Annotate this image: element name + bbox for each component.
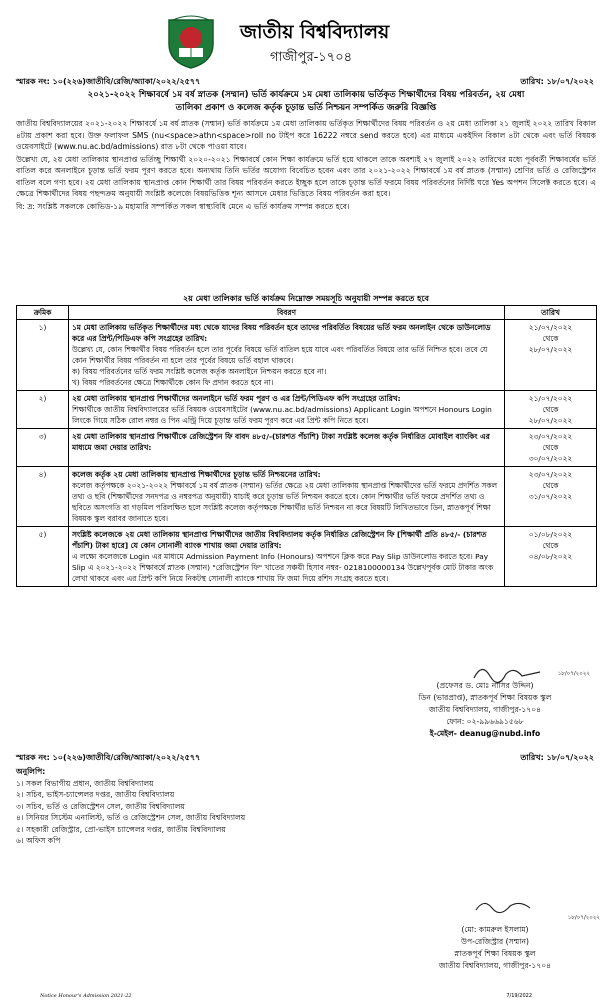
copy-memo-date: তারিখ: ১৮/০৭/২০২২ <box>520 753 594 762</box>
body-paragraph-2: উল্লেখ্য যে, ২য় মেধা তালিকায় স্থানপ্রাপ্ত ভর্তিচ্ছু শিক্ষার্থী ২০২০-২০২১ শিক্ষাবর্ষে কোন শিক্ষা কার্যক্রমে ভর্তি হয়ে থাকলে তাকে অবশ্যই ২৭ জুলাই ২০২২ তারিখের মধ্যে পূর্ববর্তী শিক্ষাবর্ষের ভর্তি বাতিল করে অনলাইনে চূড়ান্ত ভর্তি ফরম পূরণ করতে হবে। অন্যথায় তিনি ভর্তির অযোগ্য বিবেচিত হবেন এবং তার ২০২১-২০২২ শিক্ষাবর্ষে ১ম বর্ষ স্নাতক (সম্মান) শ্রেণির ভর্তি ও রেজিস্ট্রেশন বাতিল বলে গণ্য হবে। ২য় মেধা তালিকায় স্থানপ্রাপ্ত কোন শিক্ষার্থী তার বিষয় পরিবর্তন করতে ইচ্ছুক হলে তাকে চূড়ান্ত ভর্তি ফরমে বিষয় পরিবর্তনের নির্দিষ্ট ঘরে Yes অপশন সিলেক্ট করতে হবে। এ ক্ষেত্রে শিক্ষার্থীদের বিষয় পছন্দক্রম অনুযায়ী সংশ্লিষ্ট কলেজে বিষয়ভিত্তিক শূন্য আসনে মেধার ভিত্তিতে বিষয় পরিবর্তন করা হবে। <box>16 154 596 198</box>
date-separator: থেকে <box>542 481 559 490</box>
subject-line-1: ২০২১-২০২২ শিক্ষাবর্ষে ১ম বর্ষ স্নাতক (সম্মান) ভর্তি কার্যক্রমে ১ম মেধা তালিকায় ভর্তিকৃত শিক্ষার্থীদের বিষয় পরিবর্তন, ২য় মেধা <box>87 90 525 100</box>
copy-memo-number: স্মারক নং: ১০(২২৬)জাতীবি/রেজি/অ্যাকা/২০২২/২৫৭৭ <box>16 753 201 762</box>
list-item: ৬। অফিস কপি <box>16 836 61 845</box>
header-description: বিবরণ <box>69 306 505 320</box>
date-separator: থেকে <box>542 334 559 343</box>
signatory-org: জাতীয় বিশ্ববিদ্যালয়, গাজীপুর-১৭০৪ <box>428 705 542 714</box>
row-line: এ লক্ষ্যে কলেজকে Login এর মাধ্যমে Admission Payment Info (Honours) অপশনে ক্লিক করে Pay Slip ডাউনলোড করতে হবে। Pay Slip এ ২০২১-২০২২ শিক্ষাবর্ষে স্নাতক (সম্মান) "রেজিস্ট্রেশন ফি" খাতের সঞ্চয়ী হিসাব নম্বর- 0218100000134 উল্লেখপূর্বক মোট টাকার অংক লেখা থাকবে এবং এর প্রিন্ট কপি নিয়ে নিকটস্থ সোনালী ব্যাংকে শাখায় ফি জমা দিয়ে রশিদ সংগ্রহ করতে হবে। <box>72 552 494 583</box>
header-date: তারিখ <box>505 306 597 320</box>
date-from: ২৩/০৭/২০২২ <box>528 470 573 479</box>
signatory-office: স্নাতকপূর্ব শিক্ষা বিষয়ক স্কুল <box>454 949 536 958</box>
signatory-org: জাতীয় বিশ্ববিদ্যালয়, গাজীপুর-১৭০৪ <box>438 961 552 970</box>
table-row <box>17 391 597 429</box>
table-header-row <box>17 306 597 320</box>
list-item: ১। সকল বিভাগীয় প্রধান, জাতীয় বিশ্ববিদ্যালয় <box>16 778 154 788</box>
date-separator: থেকে <box>542 443 559 452</box>
row-description <box>69 467 505 527</box>
body-paragraph-1 <box>16 118 596 153</box>
signature-date: ১৮/০৭/২০২২ <box>557 671 590 677</box>
university-name: জাতীয় বিশ্ববিদ্যালয় <box>240 21 390 43</box>
signatory-name: (মো: কামরুল ইসলাম) <box>461 925 529 934</box>
row-date <box>505 527 597 587</box>
row-date <box>505 429 597 467</box>
schedule-table <box>16 305 597 587</box>
body-paragraph-3: বি: দ্র: সংশ্লিষ্ট সকলকে কোভিড-১৯ মহামারি সম্পর্কিত সকল স্বাস্থ্যবিধি মেনে এ ভর্তি কার্যক্রম সম্পন্ন করতে হবে। <box>16 201 350 211</box>
signatory-email: ই-মেইল- deanug@nubd.info <box>429 729 541 738</box>
signatory-designation: উপ-রেজিস্ট্রার (সম্মান) <box>461 937 529 946</box>
signatory-designation: ডিন (ভারপ্রাপ্ত), স্নাতকপূর্ব শিক্ষা বিষয়ক স্কুল <box>418 693 552 702</box>
row-description <box>69 429 505 467</box>
row-date <box>505 391 597 429</box>
row-line: সংশ্লিষ্ট কলেজকে ২য় মেধা তালিকায় স্থানপ্রাপ্ত শিক্ষার্থীদের জাতীয় বিশ্ববিদ্যালয় কর্তৃক নির্ধারিত রেজিস্ট্রেশন ফি [শিক্ষার্থী প্রতি ৪৮৫/- (চারশত পঁচাশি) টাকা হারে] যে কোন সোনালী ব্যাংক শাখায় জমা দেয়ার তারিখ: <box>72 530 487 550</box>
date-separator: থেকে <box>542 541 559 550</box>
date-from: ০১/০৮/২০২২ <box>528 530 573 539</box>
row-description <box>69 527 505 587</box>
signature-date: ১৮/০৭/২০২২ <box>567 915 600 921</box>
row-line: শিক্ষার্থীকে জাতীয় বিশ্ববিদ্যালয়ের ভর্তি বিষয়ক ওয়েবসাইটের (www.nu.ac.bd/admissions) Applicant Login অপশনে Honours Login লিংকে গিয়ে সঠিক রোল নম্বর ও পিন এন্ট্রি দিয়ে চূড়ান্ত ভর্তি ফরম পূরণ করে এর প্রিন্ট কপি নিতে হবে। <box>72 405 492 425</box>
row-line: ক) বিষয় পরিবর্তনের ভর্তি ফরম সংশ্লিষ্ট কলেজ কর্তৃক অনলাইনে নিশ্চয়ন করতে হবে না। <box>72 367 327 376</box>
footer-filename: Notice Honour's Admission 2021-22 <box>40 993 132 999</box>
row-line: ১ম মেধা তালিকায় ভর্তিকৃত শিক্ষার্থীদের মধ্য থেকে যাদের বিষয় পরিবর্তন হবে তাদের পরিবর্তিত বিষয়ের ভর্তি ফরম অনলাইন থেকে ডাউনলোড করে এর প্রিন্ট/পিডিএফ কপি সংগ্রহের তারিখ: <box>72 323 491 343</box>
row-description <box>69 391 505 429</box>
date-from: ২৩/০৭/২০২২ <box>528 432 573 441</box>
row-date <box>505 320 597 391</box>
table-row <box>17 320 597 391</box>
notice-body <box>16 118 596 213</box>
table-row <box>17 527 597 587</box>
subject-line-2: তালিকা প্রকাশ ও কলেজ কর্তৃক চূড়ান্ত ভর্তি নিশ্চয়ন সম্পর্কিত জরুরি বিজ্ঞপ্তি <box>175 102 437 113</box>
row-line: কলেজ কর্তৃপক্ষকে ২০২১-২০২২ শিক্ষাবর্ষে ১ম বর্ষ স্নাতক (সম্মান) ভর্তির ক্ষেত্রে ২য় মেধা তালিকায় স্থানপ্রাপ্ত শিক্ষার্থীদের ভর্তি ফরমে প্রদর্শিত সকল তথ্য ও ছবি (শিক্ষার্থীদের সনদপত্র ও নম্বরপত্র অনুযায়ী) যাচাই করে চূড়ান্ত ভর্তি নিশ্চয়ন করতে হবে। কোন শিক্ষার্থীর ভর্তি ফরমে প্রদর্শিত তথ্য ও ছবিতে অসংগতি বা গড়মিল পরিলক্ষিত হলে সংশ্লিষ্ট কলেজ কর্তৃপক্ষকে শিক্ষার্থীর ভর্তি নিশ্চয়ন না করে বিষয়টি লিখিতভাবে ডিন, স্নাতকপূর্ব শিক্ষা বিষয়ক স্কুল বরাবর জানাতে হবে। <box>72 481 498 523</box>
date-from: ২১/০৭/২০২২ <box>528 323 573 332</box>
row-line: কলেজ কর্তৃক ২য় মেধা তালিকায় স্থানপ্রাপ্ত শিক্ষার্থীদের চূড়ান্ত ভর্তি নিশ্চয়নের তারিখ: <box>72 470 321 479</box>
date-from: ২১/০৭/২০২২ <box>528 394 573 403</box>
copy-list <box>16 766 245 847</box>
signatory-name: (প্রফেসর ড. মোঃ নাসির উদ্দিন) <box>436 681 534 690</box>
row-line: ২য় মেধা তালিকায় স্থানপ্রাপ্ত শিক্ষার্থীদের অনলাইনে ভর্তি ফরম পূরণ ও এর প্রিন্ট/পিডিএফ কপি সংগ্রহের তারিখ: <box>72 394 401 403</box>
body-paragraph-1a: জাতীয় বিশ্ববিদ্যালয়ের ২০২১-২০২২ শিক্ষাবর্ষে ১ম বর্ষ স্নাতক (সম্মান) ভর্তি কার্যক্রমে ১ম মেধা তালিকায় ভর্তিকৃত শিক্ষার্থীদের বিষয় পরিবর্তন ও ২য় মেধা তালিকা ২১ জুলাই ২০২২ তারিখ বিকাল ৪টায় প্রকাশ করা হবে। উক্ত ফলাফল SMS (nu<space>athn<space>roll no টাইপ করে 16222 <box>16 119 596 140</box>
list-item: ৫। সহকারী রেজিস্ট্রার, প্রো-ভাইস চ্যান্সেলর দপ্তর, জাতীয় বিশ্ববিদ্যালয় <box>16 824 226 834</box>
copy-heading: অনুলিপি: <box>16 767 46 776</box>
row-description <box>69 320 505 391</box>
signature-block-registrar <box>390 912 600 972</box>
date-to: ০৪/০৮/২০২২ <box>528 552 573 561</box>
list-item: ৩। সচিব, ভর্তি ও রেজিস্ট্রেশন সেল, জাতীয় বিশ্ববিদ্যালয় <box>16 801 185 811</box>
table-row <box>17 429 597 467</box>
list-item: ৪। সিনিয়র সিস্টেম এনালিস্ট, ভর্তি ও রেজিস্ট্রেশন সেল, জাতীয় বিশ্ববিদ্যালয় <box>16 813 246 822</box>
date-to: ২৮/০৭/২০২২ <box>528 416 573 425</box>
row-serial: ৪) <box>17 467 69 527</box>
university-logo <box>163 14 219 70</box>
row-date <box>505 467 597 527</box>
header-serial: ক্রমিক <box>17 306 69 320</box>
date-to: ৩০/০৭/২০২২ <box>528 454 573 463</box>
footer-date: 7/19/2022 <box>506 993 532 999</box>
row-line: খ) বিষয় পরিবর্তনের ক্ষেত্রে শিক্ষার্থীকে কোন ফি প্রদান করতে হবে না। <box>72 378 274 387</box>
table-row <box>17 467 597 527</box>
memo-date: তারিখ: ১৮/০৭/২০২২ <box>520 77 594 86</box>
schedule-heading: ২য় মেধা তালিকার ভর্তি কার্যক্রম নিম্নোক্ত সময়সূচি অনুযায়ী সম্পন্ন করতে হবে <box>182 294 430 303</box>
date-to: ৩১/০৭/২০২২ <box>528 492 573 501</box>
row-line: ২য় মেধা তালিকায় স্থানপ্রাপ্ত শিক্ষার্থীকে রেজিস্ট্রেশন ফি বাবদ ৪৮৫/-(চারশত পঁচাশি) টাকা সংশ্লিষ্ট কলেজ কর্তৃক নির্ধারিত মোবাইল ব্যাংকিং এর মাধ্যমে জমা দেয়ার তারিখ: <box>72 432 490 452</box>
signatory-phone: ফোন: ০২-৯৯৬৬৯১৫৬৮ <box>446 717 524 726</box>
memo-number: স্মারক নং: ১০(২২৬)জাতীবি/রেজি/অ্যাকা/২০২২/২৫৭৭ <box>16 77 201 86</box>
row-line: উল্লেখ্য যে, কোন শিক্ষার্থীর বিষয় পরিবর্তন হলে তার পূর্বের বিষয়ে ভর্তি বাতিল হয়ে যাবে এবং পরিবর্তিত বিষয়ে তার ভর্তি নিশ্চিত হবে। তবে যে কোন শিক্ষার্থীর বিষয় পরিবর্তন না হলে তার পূর্বের বিষয়ে ভর্তি বহাল থাকবে। <box>72 345 488 365</box>
date-to: ২৮/০৭/২০২২ <box>528 345 573 354</box>
signature-block-dean <box>380 668 590 740</box>
university-address: গাজীপুর-১৭০৪ <box>270 50 353 65</box>
list-item: ২। সচিব, ভাইস-চ্যান্সেলর দপ্তর, জাতীয় বিশ্ববিদ্যালয় <box>16 790 175 799</box>
row-serial: ৫) <box>17 527 69 587</box>
row-serial: ১) <box>17 320 69 391</box>
notice-subject <box>16 89 596 114</box>
row-serial: ৩) <box>17 429 69 467</box>
date-separator: থেকে <box>542 405 559 414</box>
body-paragraph-1b: নম্বরে send করতে হবে) এর মাধ্যমে একইদিন বিকাল ৪টা থেকে এবং ভর্তি বিষয়ক ওয়েবসাইটে (www.nu.ac.bd/admissions) রাত ৮টা থেকে পাওয়া যাবে। <box>16 130 596 151</box>
row-serial: ২) <box>17 391 69 429</box>
